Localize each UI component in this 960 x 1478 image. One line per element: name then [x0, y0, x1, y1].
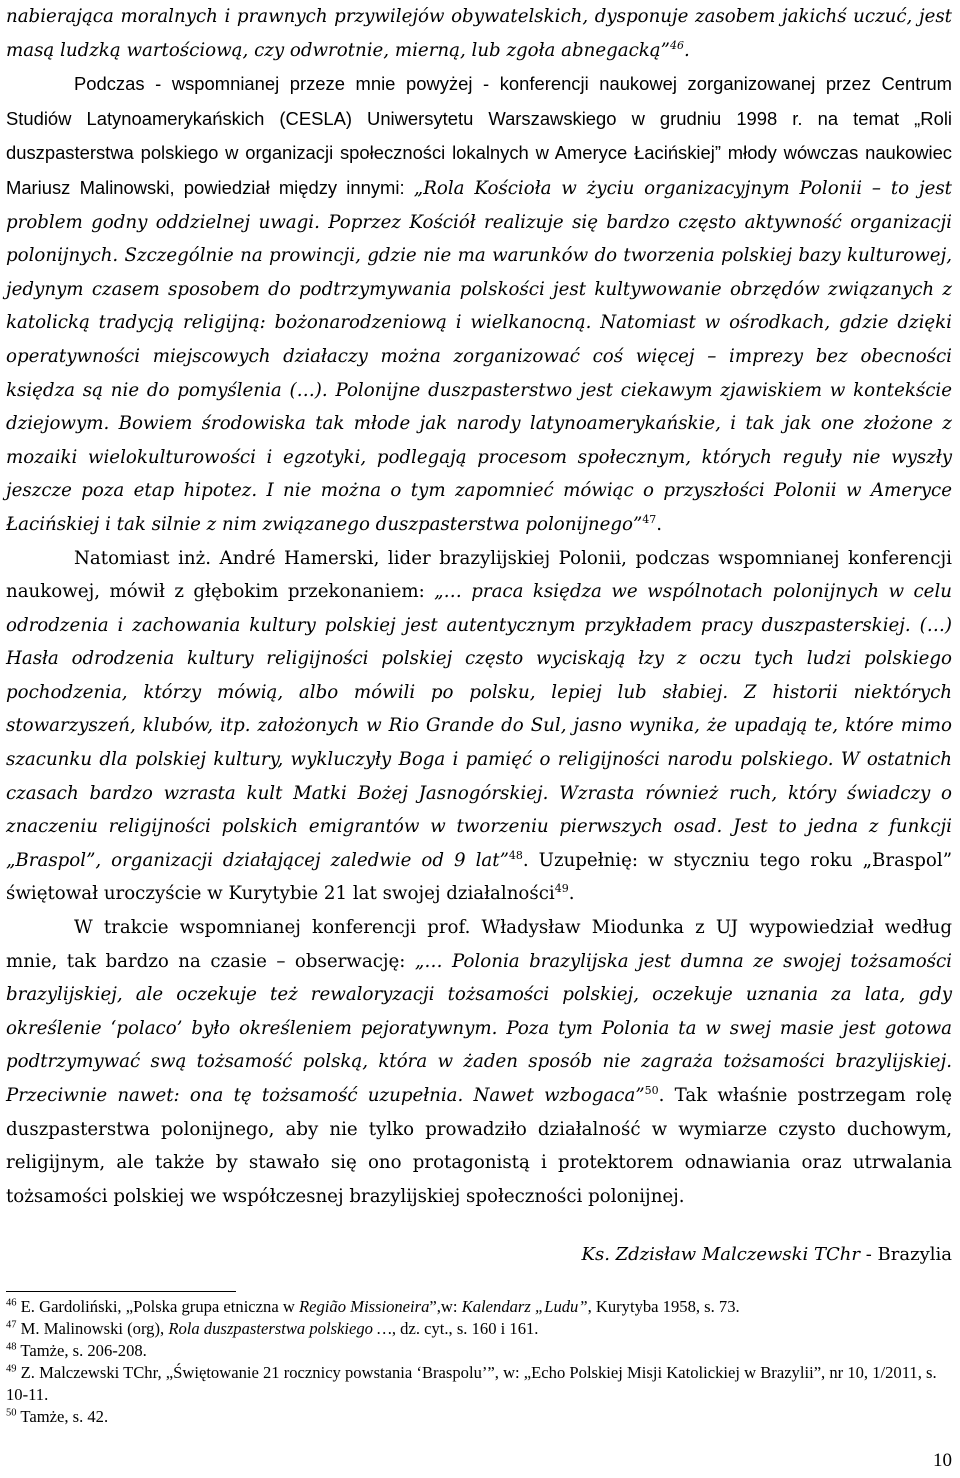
paragraph-text-sans: Podczas - wspomnianej przeze mnie powyżej - konferencji naukowej zorganizowanej przez Centrum Studiów Latynoamerykańskich (CESLA) Uniwersytetu Warszawskiego w grudniu 1998 r.: [6, 73, 952, 129]
paragraph-3: [6, 542, 952, 912]
footnote-ref-50[interactable]: 50: [644, 1083, 659, 1097]
footnote-48: [6, 1340, 952, 1362]
footnote-number: 46: [6, 1297, 17, 1309]
paragraph-text-sans: na temat „Roli duszpasterstwa polskiego w organizacji społeczności lokalnych w Ameryce Łacińskiej” młody wówczas naukowiec Mariusz Malinowski, powiedział między innymi:: [6, 107, 952, 198]
footnote-text: Tamże, s. 206-208.: [16, 1341, 147, 1361]
footnote-text-italic: Rola duszpasterstwa polskiego …: [168, 1319, 392, 1339]
paragraph-text: .: [656, 513, 663, 535]
footnote-text: Tamże, s. 42.: [16, 1407, 109, 1427]
paragraph-text: . Uzupełnię: w styczniu tego roku „Braspol” świętował uroczyście w Kurytybie 21 lat swojej działalności: [6, 849, 952, 905]
signature: [6, 1239, 952, 1271]
signature-author: Ks. Zdzisław Malczewski TChr: [581, 1244, 860, 1266]
quote-malinowski: „Rola Kościoła w życiu organizacyjnym Polonii – to jest problem godny oddzielnej uwagi. Poprzez Kościół realizuje się bardzo często aktywność organizacji polonijnych. Szczególnie na prowincji, gdzie nie ma warunków do tworzenia polskiej bazy kulturowej, jedynym czasem sposobem do podtrzymywania polskości jest kultywowanie obrzędów związanych z katolicką tradycją religijną: bożonarodzeniową i wielkanocną. Natomiast w ośrodkach, gdzie dzięki operatywności miejscowych działaczy można zorganizować coś więcej – imprezy bez obecności księdza są nie do pomyślenia (…). Polonijne duszpasterstwo jest ciekawym zjawiskiem w kontekście dziejowym. Bowiem środowiska tak młode jak narody latynoamerykańskie, i tak jak one złożone z mozaiki wielokulturowości i egzotyki, podlegają procesom społecznym, których reguły nie wyszły jeszcze poza etap hipotez. I nie można o tym zapomnieć mówiąc o przyszłości Polonii w Ameryce Łacińskiej i tak silnie z nim związanego duszpasterstwa polonijnego”: [6, 177, 952, 535]
quote-miodunka: „… Polonia brazylijska jest dumna ze swojej tożsamości brazylijskiej, ale oczekuje też rewaloryzacji tożsamości polskiej, oczekuje uznania za lata, gdy określenie ‘polaco’ było określeniem pejoratywnym. Poza tym Polonia ta w swej masie jest gotowa podtrzymywać swą tożsamość polską, która w żaden sposób nie zagraża tożsamości brazylijskiej. Przeciwnie nawet: ona tę tożsamość uzupełnia. Nawet wzbogaca”: [6, 950, 952, 1106]
footnote-text: , Kurytyba 1958, s. 73.: [587, 1297, 740, 1317]
footnote-text: Z. Malczewski TChr, „Świętowanie 21 rocznicy powstania ‘Braspolu’”, w: „Echo Polskiej Misji Katolickiej w Brazylii”, nr 10, 1/2011, s. 10-11.: [6, 1363, 937, 1405]
footnote-50: [6, 1406, 952, 1428]
footnote-ref-48[interactable]: 48: [508, 848, 523, 862]
footnote-text: ”,w:: [429, 1297, 462, 1317]
paragraph-text: .: [683, 39, 690, 61]
footnote-separator: [6, 1291, 236, 1292]
footnote-number: 48: [6, 1341, 17, 1353]
footnote-text-italic: Região Missioneira: [298, 1297, 430, 1317]
paragraph-2: [6, 67, 952, 541]
footnote-number: 47: [6, 1319, 17, 1331]
paragraph-text: . Tak właśnie postrzegam rolę duszpasterstwa polonijnego, aby nie tylko prowadziło działalność w wymiarze czysto duchowym, religijnym, ale także by stawało się ono protagonistą i protektorem odnawiania oraz utrwalania tożsamości polskiej we współczesnej brazylijskiej społeczności polonijnej.: [6, 1085, 952, 1207]
footnote-ref-49[interactable]: 49: [554, 882, 569, 896]
footnote-ref-47[interactable]: 47: [642, 512, 657, 526]
footnotes: [6, 1296, 952, 1428]
footnote-number: 49: [6, 1363, 17, 1375]
footnote-text-italic: Kalendarz „Ludu”: [461, 1297, 588, 1317]
paragraph-text: .: [568, 883, 575, 905]
footnote-number: 50: [6, 1407, 17, 1419]
footnote-text: M. Malinowski (org),: [16, 1319, 169, 1339]
paragraph-4: [6, 911, 952, 1213]
footnote-49: [6, 1362, 952, 1406]
footnote-46: [6, 1296, 952, 1318]
footnote-47: [6, 1318, 952, 1340]
paragraph-text: nabierająca moralnych i prawnych przywilejów obywatelskich, dysponuje zasobem jakichś uczuć, jest masą ludzką wartościową, czy odwrotnie, mierną, lub zgoła abnegacką”: [6, 6, 952, 61]
quote-hamerski: „… praca księdza we wspólnotach polonijnych w celu odrodzenia i zachowania kultury polskiej jest autentycznym przykładem pracy duszpasterskiej. (…) Hasła odrodzenia kultury religijności polskiej często wyciskają łzy z oczu tych ludzi polskiego pochodzenia, którzy mówią, albo mówili po polsku, lepiej lub słabiej. Z historii niektórych stowarzyszeń, klubów, itp. założonych w Rio Grande do Sul, jasno wynika, że upadają te, które mimo szacunku dla polskiej kultury, wykluczyły Boga i pamięć o religijności narodu polskiego. W ostatnich czasach bardzo wzrasta kult Matki Bożej Jasnogórskiej. Wzrasta również ruch, który świadczy o znaczeniu religijności polskich emigrantów w tworzeniu pierwszych osad. Jest to jedna z funkcji „Braspol”, organizacji działającej zaledwie od 9 lat”: [6, 581, 952, 871]
page-number: 10: [933, 1450, 952, 1471]
footnote-ref-46[interactable]: 46: [669, 38, 684, 52]
paragraph-text: W trakcie wspomnianej konferencji prof. Władysław Miodunka z UJ wypowiedział według mnie, tak bardzo na czasie – obserwację:: [6, 917, 952, 972]
signature-place: - Brazylia: [860, 1244, 952, 1266]
document-page: [6, 0, 952, 1428]
paragraph-text: Natomiast inż. André Hamerski, lider brazylijskiej Polonii, podczas wspomnianej konferencji naukowej, mówił z głębokim przekonaniem:: [6, 547, 952, 603]
footnote-text: E. Gardoliński, „Polska grupa etniczna w: [16, 1297, 299, 1317]
footnote-text: , dz. cyt., s. 160 i 161.: [391, 1319, 539, 1339]
paragraph-1: [6, 0, 952, 67]
